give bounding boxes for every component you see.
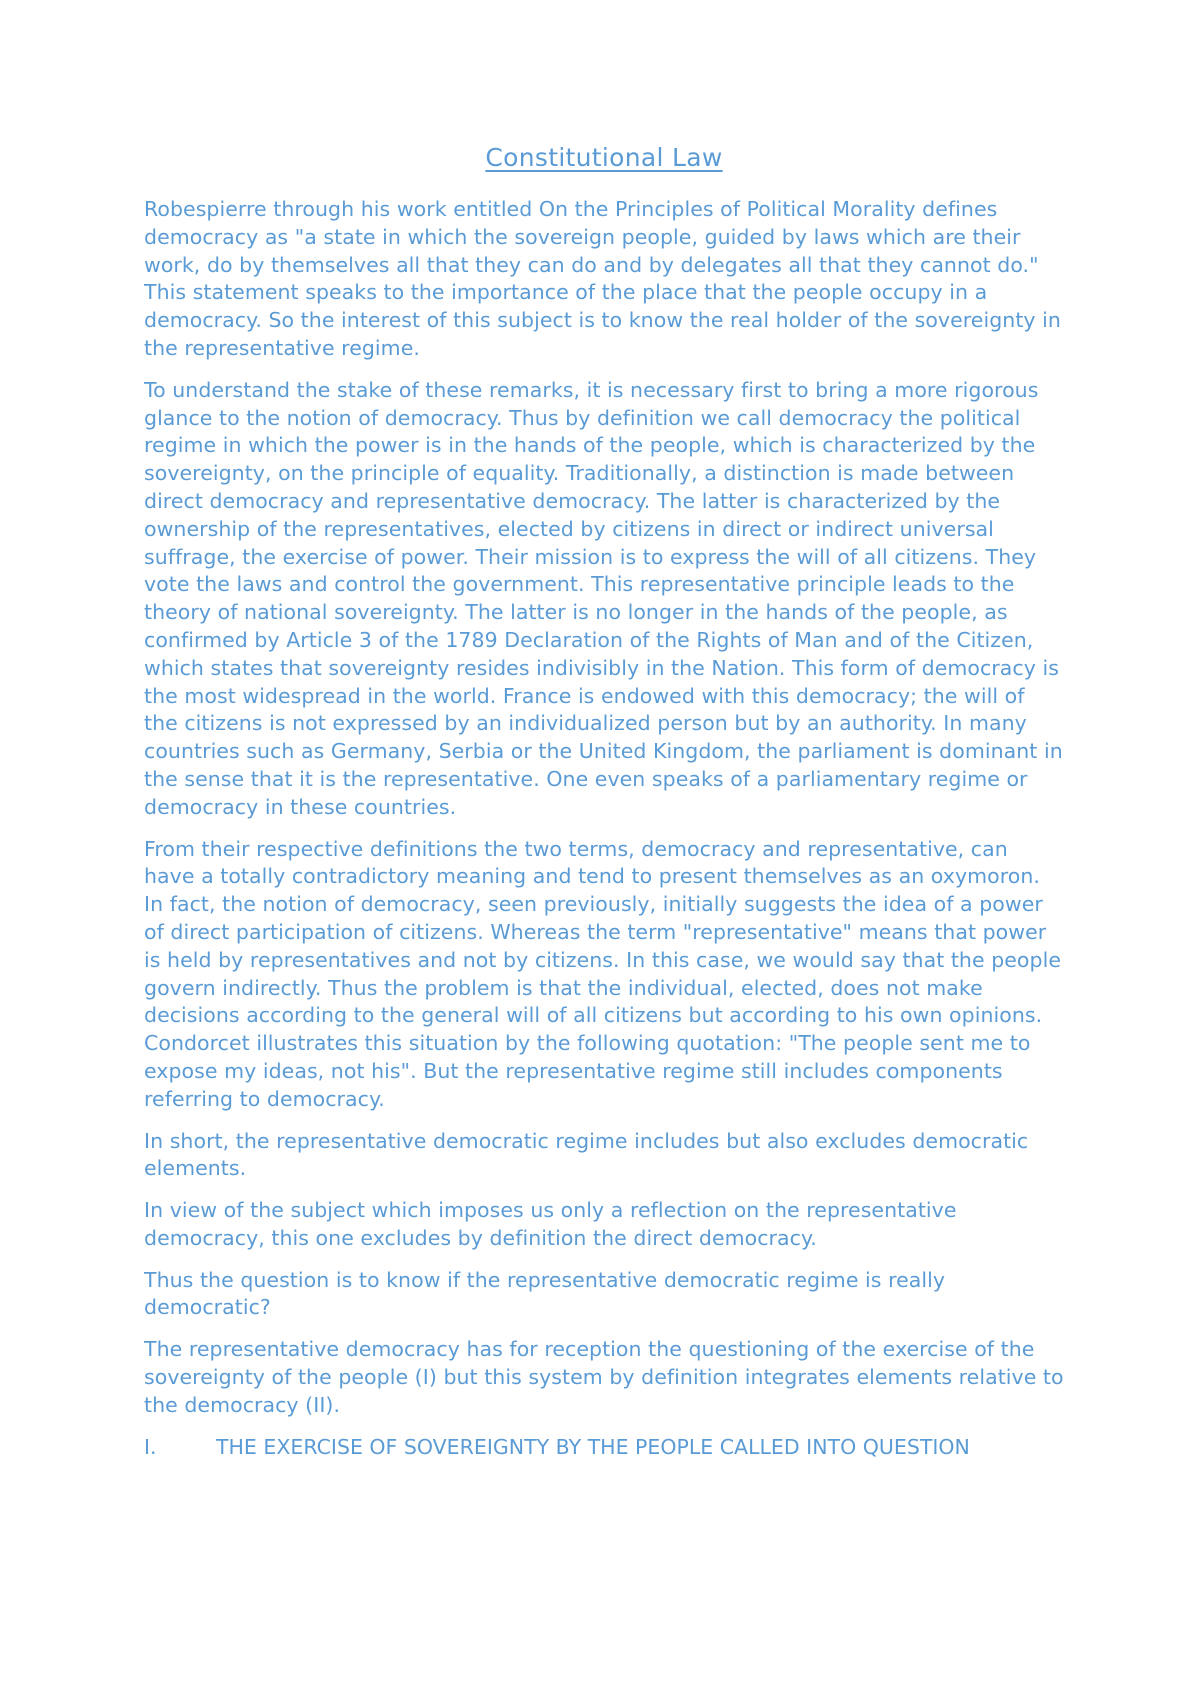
- paragraph-plan: The representative democracy has for reception the questioning of the exercise of the sovereignty of the people (I) but this system by definition integrates elements relative to the democracy (II).: [144, 1337, 1064, 1417]
- paragraph-oxymoron: From their respective definitions the two terms, democracy and representative, can have a totally contradictory meaning and tend to present themselves as an oxymoron. In fact, the notion of democracy, seen previously, initially suggests the idea of a power of direct participation of citizens. Whereas the term "representative" means that power is held by representatives and not by citizens. In this case, we would say that the people govern indirectly. Thus the problem is that the individual, elected, does not make decisions according to the general will of all citizens but according to his own opinions. Condorcet illustrates this situation by the following quotation: "The people sent me to expose my ideas, not his". But the representative regime still includes components referring to democracy.: [144, 836, 1061, 1111]
- section-heading-number: I.: [144, 1434, 157, 1459]
- section-heading-text: THE EXERCISE OF SOVEREIGNTY BY THE PEOPLE CALLED INTO QUESTION: [216, 1434, 970, 1459]
- paragraph-democracy-definition: To understand the stake of these remarks, it is necessary first to bring a more rigorous glance to the notion of democracy. Thus by definition we call democracy the political regime in which the power is in the hands of the people, which is characterized by the sovereignty, on the principle of equality. Traditionally, a distinction is made between direct democracy and representative democracy. The latter is characterized by the ownership of the representatives, elected by citizens in direct or indirect universal suffrage, the exercise of power. Their mission is to express the will of all citizens. They vote the laws and control the government. This representative principle leads to the theory of national sovereignty. The latter is no longer in the hands of the people, as confirmed by Article 3 of the 1789 Declaration of the Rights of Man and of the Citizen, which states that sovereignty resides indivisibly in the Nation. This form of democracy is the most widespread in the world. France is endowed with this democracy; the will of the citizens is not expressed by an individualized person but by an authority. In many countries such as Germany, Serbia or the United Kingdom, the parliament is dominant in the sense that it is the representative. One even speaks of a parliamentary regime or democracy in these countries.: [144, 377, 1063, 819]
- paragraph-question: Thus the question is to know if the representative democratic regime is really democratic?: [144, 1267, 946, 1320]
- paragraph-view-of-subject: In view of the subject which imposes us only a reflection on the representative democracy, this one excludes by definition the direct democracy.: [144, 1198, 957, 1250]
- section-heading: [144, 1434, 1064, 1462]
- paragraph-short: In short, the representative democratic regime includes but also excludes democratic elements.: [144, 1128, 1029, 1181]
- paragraph-intro: Robespierre through his work entitled On the Principles of Political Morality defines democracy as "a state in which the sovereign people, guided by laws which are their work, do by themselves all that they can do and by delegates all that they cannot do." This statement speaks to the importance of the place that the people occupy in a democracy. So the interest of this subject is to know the real holder of the sovereignty in the representative regime.: [144, 197, 1061, 360]
- document-title: Constitutional Law: [485, 143, 723, 172]
- document-page: [144, 140, 1064, 1461]
